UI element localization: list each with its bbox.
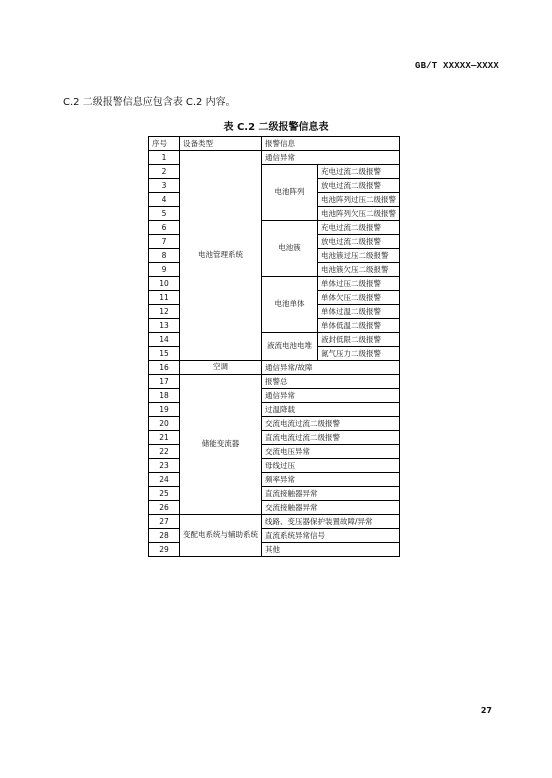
table-row (149, 375, 400, 389)
row-number: 18 (149, 389, 180, 403)
alarm-cell: 过温降载 (262, 403, 400, 417)
alarm-cell: 报警总 (262, 375, 400, 389)
category-pcs: 储能变流器 (180, 375, 262, 515)
alarm-cell: 频率异常 (262, 473, 400, 487)
row-number: 1 (149, 151, 180, 165)
alarm-cell: 交流电流过流二级报警 (262, 417, 400, 431)
clause-text: C.2 二级报警信息应包含表 C.2 内容。 (63, 97, 236, 108)
alarm-cell: 单体过压二级报警 (318, 277, 400, 291)
subcategory-battery-cluster: 电池簇 (262, 221, 318, 277)
header-alarm-info: 报警信息 (262, 137, 400, 151)
alarm-cell: 交流电压异常 (262, 445, 400, 459)
subcategory-battery-array: 电池阵列 (262, 165, 318, 221)
page-number: 27 (480, 706, 492, 715)
alarm-cell: 单体欠压二级报警 (318, 291, 400, 305)
row-number: 17 (149, 375, 180, 389)
alarm-cell: 单体过温二级报警 (318, 305, 400, 319)
alarm-cell: 通信异常/故障 (262, 361, 400, 375)
row-number: 10 (149, 277, 180, 291)
alarm-cell: 电池阵列欠压二级报警 (318, 207, 400, 221)
alarm-cell: 放电过流二级报警 (318, 235, 400, 249)
alarm-cell: 氮气压力二级报警 (318, 347, 400, 361)
row-number: 28 (149, 529, 180, 543)
alarm-cell: 直流电流过流二级报警 (262, 431, 400, 445)
row-number: 15 (149, 347, 180, 361)
row-number: 27 (149, 515, 180, 529)
category-bms: 电池管理系统 (180, 151, 262, 361)
row-number: 16 (149, 361, 180, 375)
row-number: 13 (149, 319, 180, 333)
row-number: 19 (149, 403, 180, 417)
standard-code: GB/T XXXXX—XXXX (414, 61, 499, 71)
alarm-table (148, 136, 400, 557)
alarm-cell: 放电过流二级报警 (318, 179, 400, 193)
row-number: 25 (149, 487, 180, 501)
row-number: 20 (149, 417, 180, 431)
subcategory-flow-battery-stack: 液流电池电堆 (262, 333, 318, 361)
header-serial-no: 序号 (149, 137, 180, 151)
alarm-cell: 直流接触器异常 (262, 487, 400, 501)
row-number: 4 (149, 193, 180, 207)
row-number: 22 (149, 445, 180, 459)
row-number: 21 (149, 431, 180, 445)
subcategory-battery-cell: 电池单体 (262, 277, 318, 333)
row-number: 5 (149, 207, 180, 221)
alarm-cell: 线路、变压器保护装置故障/异常 (262, 515, 400, 529)
row-number: 29 (149, 543, 180, 557)
alarm-cell: 直流系统异常信号 (262, 529, 400, 543)
table-row (149, 151, 400, 165)
table-row (149, 361, 400, 375)
table-header-row (149, 137, 400, 151)
table-row (149, 515, 400, 529)
row-number: 8 (149, 249, 180, 263)
alarm-cell: 电池簇欠压二级报警 (318, 263, 400, 277)
alarm-cell: 通信异常 (262, 389, 400, 403)
row-number: 6 (149, 221, 180, 235)
row-number: 14 (149, 333, 180, 347)
alarm-cell: 交流接触器异常 (262, 501, 400, 515)
row-number: 11 (149, 291, 180, 305)
alarm-cell: 充电过流二级报警 (318, 221, 400, 235)
table-caption: 表 C.2 二级报警信息表 (223, 122, 329, 133)
row-number: 24 (149, 473, 180, 487)
row-number: 12 (149, 305, 180, 319)
row-number: 3 (149, 179, 180, 193)
row-number: 7 (149, 235, 180, 249)
category-distribution-aux: 变配电系统与辅助系统 (180, 515, 262, 557)
alarm-cell: 通信异常 (262, 151, 400, 165)
alarm-cell: 单体低温二级报警 (318, 319, 400, 333)
alarm-cell: 电池阵列过压二级报警 (318, 193, 400, 207)
row-number: 2 (149, 165, 180, 179)
alarm-cell: 其他 (262, 543, 400, 557)
alarm-cell: 母线过压 (262, 459, 400, 473)
row-number: 23 (149, 459, 180, 473)
header-device-type: 设备类型 (180, 137, 262, 151)
category-air-conditioner: 空调 (180, 361, 262, 375)
alarm-cell: 电池簇过压二级报警 (318, 249, 400, 263)
alarm-cell: 液封低限二级报警 (318, 333, 400, 347)
row-number: 26 (149, 501, 180, 515)
row-number: 9 (149, 263, 180, 277)
alarm-cell: 充电过流二级报警 (318, 165, 400, 179)
